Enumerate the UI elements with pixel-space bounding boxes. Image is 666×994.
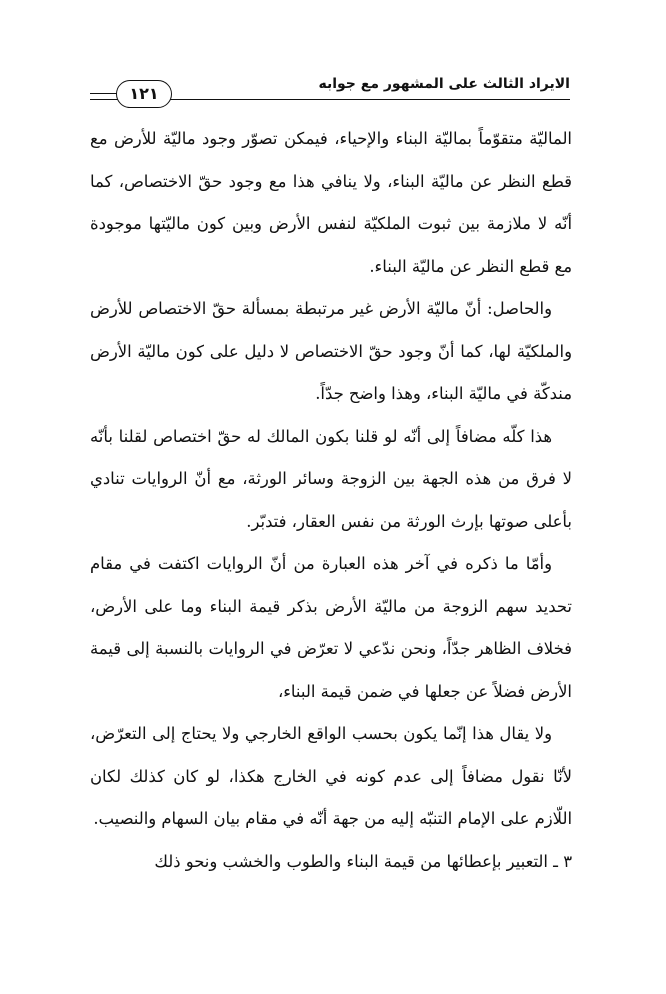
paragraph-1: الماليّة متقوّماً بماليّة البناء والإحياء، فيمكن تصوّر وجود ماليّة للأرض مع قطع النظر عن ماليّة البناء، ولا ينافي هذا مع وجود حقّ الاختصاص، كما أنّه لا ملازمة بين ثبوت الملكيّة لنفس الأرض وبين كون ماليّتها موجودة مع قطع النظر عن ماليّة البناء. [90,129,572,276]
paragraph-5: ولا يقال هذا إنّما يكون بحسب الواقع الخارجي ولا يحتاج إلى التعرّض، لأنّا نقول مضافاً إلى عدم كونه في الخارج هكذا، لو كان كذلك لكان اللّازم على الإمام التنبّه إليه من جهة أنّه في مقام بيان السهام والنصيب. [90,724,572,828]
body-text [90,118,572,883]
paragraph-2: والحاصل: أنّ ماليّة الأرض غير مرتبطة بمسألة حقّ الاختصاص للأرض والملكيّة لها، كما أنّ وجود حقّ الاختصاص لا دليل على كون ماليّة الأرض مندكّة في ماليّة البناء، وهذا واضح جدّاً. [90,299,572,403]
page-number: ١٢١ [116,80,172,108]
running-title: الايراد الثالث على المشهور مع جوابه [318,76,570,92]
running-header [90,66,570,110]
paragraph-4: وأمّا ما ذكره في آخر هذه العبارة من أنّ الروايات اكتفت في مقام تحديد سهم الزوجة من ماليّة الأرض بذكر قيمة البناء وما على الأرض، فخلاف الظاهر جدّاً، ونحن ندّعي لا تعرّض في الروايات بالنسبة إلى قيمة الأرض فضلاً عن جعلها في ضمن قيمة البناء، [90,554,572,701]
paragraph-6: ٣ ـ التعبير بإعطائها من قيمة البناء والطوب والخشب ونحو ذلك [154,851,572,871]
paragraph-3: هذا كلّه مضافاً إلى أنّه لو قلنا بكون المالك له حقّ اختصاص لقلنا بأنّه لا فرق من هذه الجهة بين الزوجة وسائر الورثة، مع أنّ الروايات تنادي بأعلى صوتها بإرث الورثة من نفس العقار، فتدبّر. [90,426,572,531]
